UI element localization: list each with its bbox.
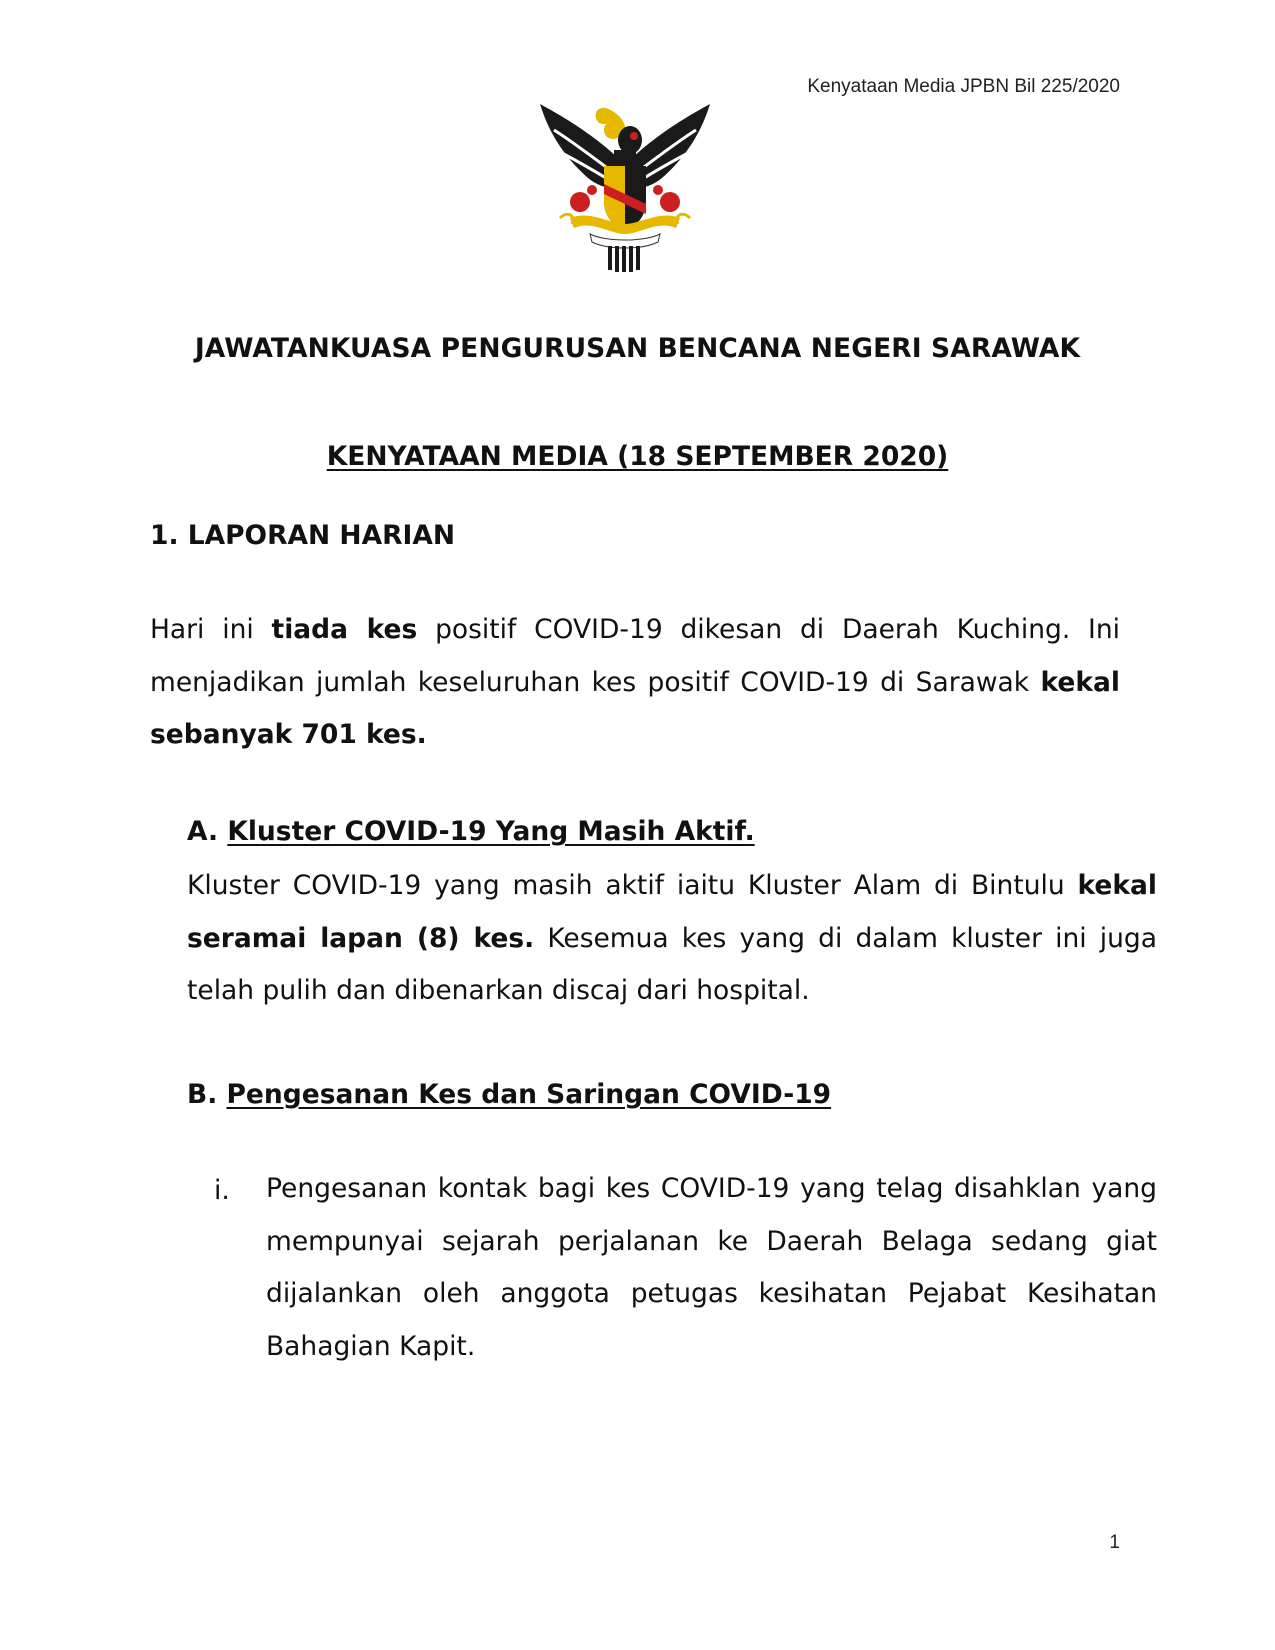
para-text: positif COVID-19 dikesan di Daerah Kuching. Ini menjadikan jumlah keseluruhan kes positif COVID-19 di Sarawak bbox=[150, 614, 1121, 698]
subsection-title: Kluster COVID-19 Yang Masih Aktif. bbox=[227, 816, 755, 847]
para-text: Kesemua kes yang di dalam kluster ini juga telah pulih dan dibenarkan discaj dari hospital. bbox=[187, 922, 1157, 1006]
subsection-heading-case-detection bbox=[187, 1079, 831, 1110]
para-bold: kekal seramai lapan (8) kes. bbox=[187, 870, 1157, 954]
para-bold: tiada kes bbox=[271, 614, 418, 645]
subsection-title: Pengesanan Kes dan Saringan COVID-19 bbox=[226, 1079, 832, 1110]
active-cluster-paragraph bbox=[187, 860, 1157, 1018]
subsection-heading-active-cluster bbox=[187, 816, 755, 847]
subsection-letter: B. bbox=[187, 1079, 218, 1110]
header-reference: Kenyataan Media JPBN Bil 225/2020 bbox=[807, 76, 1120, 97]
statement-title bbox=[0, 441, 1275, 472]
organization-title: JAWATANKUASA PENGURUSAN BENCANA NEGERI SARAWAK bbox=[194, 333, 1081, 364]
daily-report-paragraph bbox=[150, 604, 1120, 762]
para-text: Hari ini bbox=[150, 614, 272, 645]
list-item-text: Pengesanan kontak bagi kes COVID-19 yang telag disahklan yang mempunyai sejarah perjalanan ke Daerah Belaga sedang giat dijalankan oleh anggota petugas kesihatan Pejabat Kesihatan Bahagian Kapit. bbox=[266, 1173, 1157, 1362]
para-bold: kekal sebanyak 701 kes. bbox=[150, 666, 1120, 750]
statement-title-text: KENYATAAN MEDIA (18 SEPTEMBER 2020) bbox=[326, 441, 949, 472]
subsection-letter: A. bbox=[187, 816, 219, 847]
sarawak-coat-of-arms-icon bbox=[540, 100, 710, 272]
para-text: Kluster COVID-19 yang masih aktif iaitu Kluster Alam di Bintulu bbox=[187, 870, 1078, 901]
page-number: 1 bbox=[1109, 1532, 1120, 1553]
section-heading-daily-report: 1. LAPORAN HARIAN bbox=[150, 520, 456, 551]
list-item-number: i. bbox=[214, 1175, 230, 1206]
